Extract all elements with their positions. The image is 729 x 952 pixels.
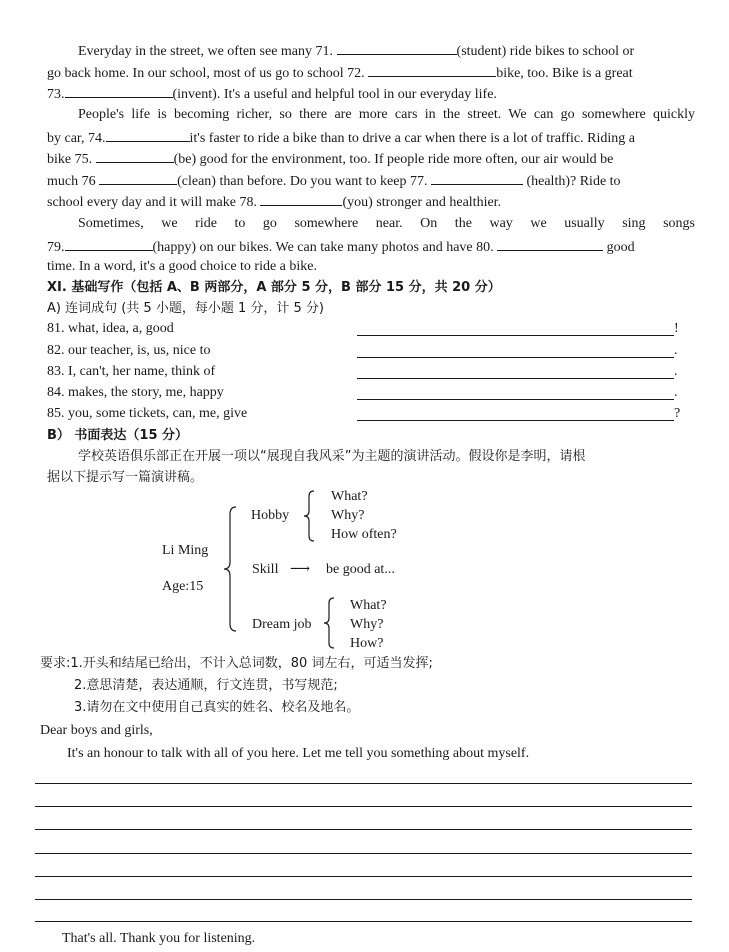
passage-line	[78, 215, 695, 233]
letter-opening: It's an honour to talk with all of you here. Let me tell you something about myself.	[67, 746, 530, 761]
mindmap-age: Age:15	[162, 579, 204, 594]
item-82-answer-line[interactable]	[357, 356, 674, 358]
item-82-text: 82. our teacher, is, us, nice to	[47, 343, 211, 358]
item-85-answer-line[interactable]	[357, 419, 674, 421]
mindmap-hobby: Hobby	[251, 508, 290, 523]
section-heading: XI. 基础写作（包括 A、B 两部分，A 部分 5 分，B 部分 15 分，共 20 分）	[47, 280, 501, 295]
item-81-answer-line[interactable]	[357, 334, 674, 336]
dream-item: Why?	[350, 617, 384, 632]
passage-text: (invent). It's a useful and helpful tool in our everyday life.	[172, 87, 497, 102]
blank-77[interactable]	[431, 171, 523, 185]
writing-prompt: 学校英语俱乐部正在开展一项以“展现自我风采”为主题的演讲活动。假设你是李明，请根	[78, 449, 586, 464]
passage-text: (clean) than before. Do you want to keep 77.	[177, 174, 428, 189]
requirement: 2.意思清楚，表达通顺，行文连贯，书写规范;	[74, 678, 338, 693]
dream-item: How?	[350, 636, 384, 651]
mindmap-skill: Skill	[252, 562, 279, 577]
item-83-answer-line[interactable]	[357, 377, 674, 379]
item-85-end: ?	[674, 406, 681, 421]
arrow-right-icon: ⟶	[290, 562, 311, 577]
blank-71[interactable]	[337, 41, 457, 55]
hobby-item: Why?	[331, 508, 365, 523]
passage-line	[47, 149, 613, 169]
passage-line	[47, 84, 497, 104]
item-83-text: 83. I, can't, her name, think of	[47, 364, 216, 379]
dream-item: What?	[350, 598, 387, 613]
item-83-end: .	[674, 364, 678, 379]
writing-line[interactable]	[35, 853, 692, 854]
letter-greeting: Dear boys and girls,	[40, 723, 153, 738]
writing-line[interactable]	[35, 829, 692, 830]
blank-74[interactable]	[106, 128, 190, 142]
passage-line	[47, 237, 635, 257]
passage-text: it's faster to ride a bike than to drive a car when there is a lot of traffic. Riding a	[189, 131, 635, 146]
passage-line	[47, 63, 633, 83]
writing-line[interactable]	[35, 899, 692, 900]
blank-79[interactable]	[65, 237, 153, 251]
passage-text: (be) good for the environment, too. If people ride more often, our air would be	[173, 152, 614, 167]
item-84-answer-line[interactable]	[357, 398, 674, 400]
dream-brace	[322, 597, 336, 649]
writing-line[interactable]	[35, 921, 692, 922]
mindmap-main-brace	[222, 506, 238, 632]
blank-76[interactable]	[99, 171, 177, 185]
item-84-text: 84. makes, the story, me, happy	[47, 385, 224, 400]
requirement: 要求:1.开头和结尾已给出，不计入总词数，80 词左右，可适当发挥;	[40, 656, 433, 671]
blank-78[interactable]	[260, 192, 342, 206]
item-82-end: .	[674, 343, 678, 358]
hobby-item: What?	[331, 489, 368, 504]
writing-line[interactable]	[35, 806, 692, 807]
passage-text: Everyday in the street, we often see many 71.	[78, 44, 334, 59]
passage-text: Sometimes, we ride to go somewhere near. On the way we usually sing songs	[78, 216, 695, 231]
blank-80[interactable]	[497, 237, 603, 251]
passage-line	[47, 171, 621, 191]
passage-text: much 76	[47, 174, 96, 189]
passage-line	[47, 192, 501, 212]
passage-text: good	[606, 240, 635, 255]
passage-text: (student) ride bikes to school or	[456, 44, 635, 59]
writing-line[interactable]	[35, 876, 692, 877]
passage-text: (health)? Ride to	[526, 174, 621, 189]
requirement: 3.请勿在文中使用自己真实的姓名、校名及地名。	[74, 700, 360, 715]
passage-text: by car, 74.	[47, 131, 106, 146]
blank-75[interactable]	[96, 149, 174, 163]
mindmap-dream-job: Dream job	[252, 617, 312, 632]
writing-prompt: 据以下提示写一篇演讲稿。	[47, 470, 204, 485]
passage-line	[47, 258, 317, 276]
passage-text: 79.	[47, 240, 65, 255]
passage-line	[47, 128, 635, 148]
passage-text: go back home. In our school, most of us go to school 72.	[47, 66, 365, 81]
skill-value: be good at...	[326, 562, 395, 577]
passage-text: 73.	[47, 87, 65, 102]
part-b-heading: B） 书面表达（15 分）	[47, 428, 189, 443]
item-84-end: .	[674, 385, 678, 400]
item-81-text: 81. what, idea, a, good	[47, 321, 174, 336]
passage-text: bike, too. Bike is a great	[496, 66, 633, 81]
writing-line[interactable]	[35, 783, 692, 784]
item-85-text: 85. you, some tickets, can, me, give	[47, 406, 248, 421]
passage-line	[78, 106, 695, 124]
part-a-heading: A) 连词成句 (共 5 小题，每小题 1 分，计 5 分)	[47, 301, 324, 316]
passage-text: time. In a word, it's a good choice to ride a bike.	[47, 259, 317, 274]
letter-closing: That's all. Thank you for listening.	[62, 931, 256, 946]
hobby-brace	[302, 490, 316, 542]
blank-73[interactable]	[65, 84, 173, 98]
passage-text: (happy) on our bikes. We can take many photos and have 80.	[152, 240, 494, 255]
passage-text: (you) stronger and healthier.	[342, 195, 502, 210]
hobby-item: How often?	[331, 527, 397, 542]
passage-text: school every day and it will make 78.	[47, 195, 257, 210]
passage-text: People's life is becoming richer, so there are more cars in the street. We can go somewhere quickly	[78, 107, 695, 122]
item-81-end: !	[674, 321, 679, 336]
mindmap-name: Li Ming	[162, 543, 209, 558]
blank-72[interactable]	[368, 63, 496, 77]
passage-line	[78, 41, 634, 61]
passage-text: bike 75.	[47, 152, 93, 167]
